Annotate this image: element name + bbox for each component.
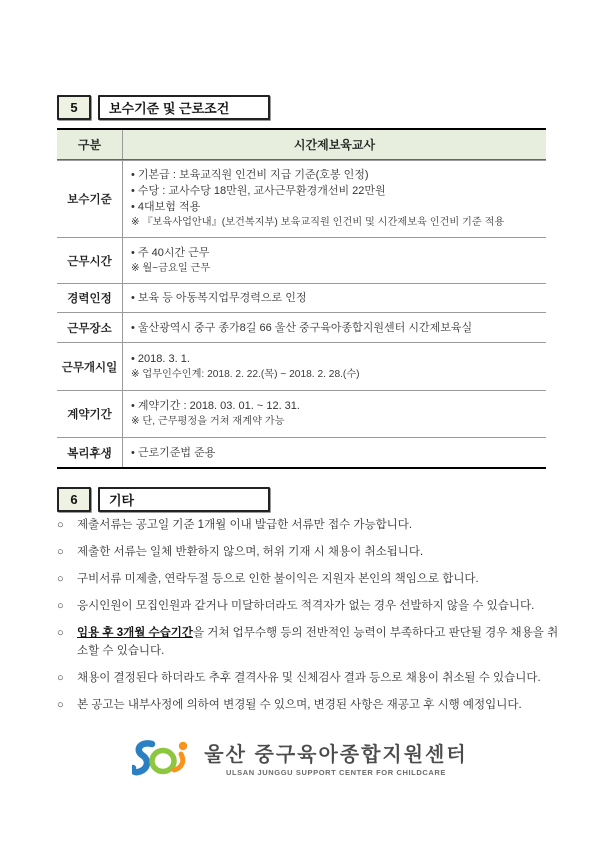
section-6-header (57, 487, 270, 512)
note-item-probation (57, 624, 562, 660)
probation-emphasis: 임용 후 3개월 수습기간 (77, 627, 193, 639)
row-content (123, 313, 546, 342)
section-6-number: 6 (57, 487, 91, 512)
section-5-header (57, 95, 270, 120)
table-header-row (57, 130, 546, 160)
row-label: 근무장소 (57, 313, 123, 342)
table-line-note: ※ 단, 근무평정을 거쳐 재계약 가능 (131, 416, 285, 427)
table-row-pay (57, 160, 546, 237)
table-header-category: 구분 (57, 130, 123, 159)
note-text: 제출한 서류는 일체 반환하지 않으며, 허위 기재 시 채용이 취소됩니다. (77, 546, 424, 558)
note-item (57, 597, 562, 615)
row-label: 보수기준 (57, 161, 123, 237)
table-row-career (57, 283, 546, 312)
section-5-title: 보수기준 및 근로조건 (98, 95, 270, 120)
table-line-note: ※ 월~금요일 근무 (131, 262, 211, 274)
table-line-note: ※ 『보육사업안내』(보건복지부) 보육교직원 인건비 및 시간제보육 인건비 기준 적용 (131, 217, 505, 228)
row-content (123, 391, 546, 437)
note-text (77, 624, 562, 660)
table-header-position: 시간제보육교사 (293, 138, 376, 152)
row-content (123, 343, 546, 390)
table-row-start-date (57, 342, 546, 390)
row-label: 근무시간 (57, 238, 123, 283)
note-text: 제출서류는 공고일 기준 1개월 이내 발급한 서류만 접수 가능합니다. (77, 519, 413, 531)
row-label: 경력인정 (57, 284, 123, 312)
row-label: 계약기간 (57, 391, 123, 437)
section-6-title: 기타 (98, 487, 270, 512)
table-line: • 기본급 : 보육교직원 인건비 지급 기준(호봉 인정) (131, 169, 369, 181)
note-item (57, 669, 562, 687)
note-item (57, 543, 562, 561)
circle-bullet-icon: ○ (57, 627, 64, 639)
note-text-rest: 을 거쳐 업무수행 등의 전반적인 능력이 부족하다고 판단될 경우 채용을 취소할 수 있습니다. (77, 627, 559, 657)
table-row-location (57, 312, 546, 342)
circle-bullet-icon: ○ (57, 672, 64, 684)
row-content (123, 161, 546, 237)
row-content (123, 238, 546, 283)
logo-text-block (204, 743, 467, 778)
row-label: 복리후생 (57, 438, 123, 467)
table-line: • 계약기간 : 2018. 03. 01. ~ 12. 31. (131, 400, 300, 412)
table-line: • 주 40시간 근무 (131, 246, 210, 259)
table-line: • 수당 : 교사수당 18만원, 교사근무환경개선비 22만원 (131, 185, 386, 197)
table-line-note: ※ 업무인수인계: 2018. 2. 22.(목) ~ 2018. 2. 28.(수) (131, 368, 360, 380)
center-logo-icon (132, 737, 194, 783)
note-text: 채용이 결정된다 하더라도 추후 결격사유 및 신체검사 결과 등으로 채용이 취소될 수 있습니다. (77, 672, 541, 684)
note-item (57, 570, 562, 588)
table-row-contract (57, 390, 546, 437)
circle-bullet-icon: ○ (57, 519, 64, 531)
notes-list (57, 516, 562, 723)
table-line: • 근로기준법 준용 (131, 446, 216, 459)
table-row-hours (57, 237, 546, 283)
circle-bullet-icon: ○ (57, 699, 64, 711)
table-line: • 4대보험 적용 (131, 201, 201, 213)
note-text: 구비서류 미제출, 연락두절 등으로 인한 불이익은 지원자 본인의 책임으로 합니다. (77, 573, 479, 585)
row-label: 근무개시일 (57, 343, 123, 390)
footer-logo (0, 737, 600, 783)
circle-bullet-icon: ○ (57, 573, 64, 585)
note-item (57, 516, 562, 534)
compensation-conditions-table (57, 128, 546, 469)
note-text: 응시인원이 모집인원과 같거나 미달하더라도 적격자가 없는 경우 선발하지 않을 수 있습니다. (77, 600, 535, 612)
note-item (57, 696, 562, 714)
section-5-number: 5 (57, 95, 91, 120)
table-line: • 2018. 3. 1. (131, 352, 190, 365)
table-row-welfare (57, 437, 546, 467)
table-line: • 보육 등 아동복지업무경력으로 인정 (131, 292, 307, 304)
logo-english-name: ULSAN JUNGGU SUPPORT CENTER FOR CHILDCARE (225, 767, 447, 777)
row-content (123, 284, 546, 312)
logo-korean-name: 울산 중구육아종합지원센터 (204, 743, 468, 766)
circle-bullet-icon: ○ (57, 546, 64, 558)
note-text: 본 공고는 내부사정에 의하여 변경될 수 있으며, 변경된 사항은 재공고 후 시행 예정입니다. (77, 699, 522, 711)
circle-bullet-icon: ○ (57, 600, 64, 612)
row-content (123, 438, 546, 467)
table-line: • 울산광역시 중구 종가8길 66 울산 중구육아종합지원센터 시간제보육실 (131, 321, 473, 334)
